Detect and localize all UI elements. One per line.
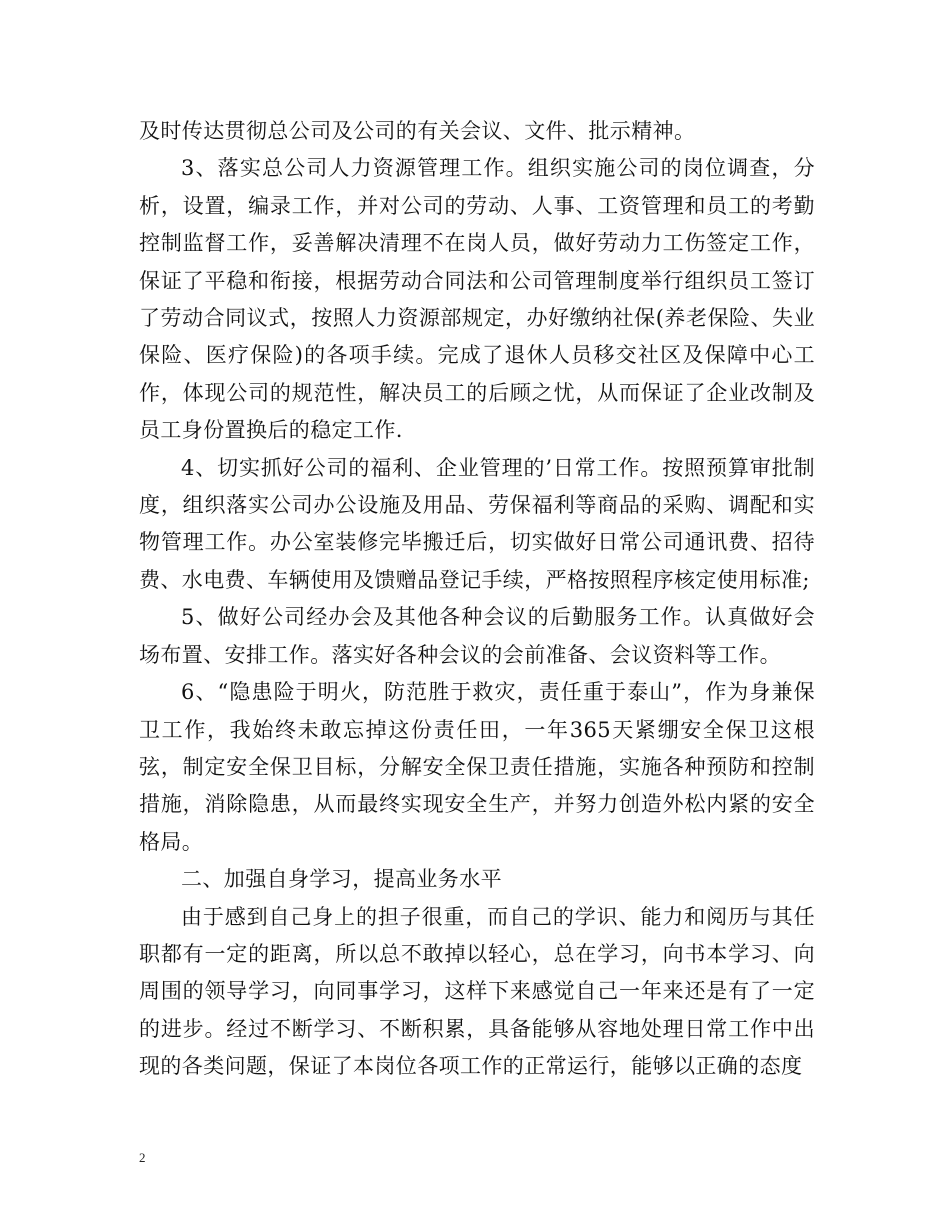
section-heading: 二、加强自身学习，提高业务水平 bbox=[181, 867, 502, 892]
paragraph-item-4: 4、切实抓好公司的福利、企业管理的’日常工作。按照预算审批制度，组织落实公司办公设施及用品、劳保福利等商品的采购、调配和实物管理工作。办公室装修完毕搬迁后，切实做好日常公司通讯费、招待费、水电费、车辆使用及馈赠品登记手续，严格按照程序核定使用标准; bbox=[139, 455, 815, 592]
paragraph-item-3: 3、落实总公司人力资源管理工作。组织实施公司的岗位调查，分析，设置，编录工作，并对公司的劳动、人事、工资管理和员工的考勤控制监督工作，妥善解决清理不在岗人员，做好劳动力工伤签定工作，保证了平稳和衔接，根据劳动合同法和公司管理制度举行组织员工签订了劳动合同议式，按照人力资源部规定，办好缴纳社保(养老保险、失业保险、医疗保险)的各项手续。完成了退休人员移交社区及保障中心工作，体现公司的规范性，解决员工的后顾之忧，从而保证了企业改制及员工身份置换后的稳定工作. bbox=[139, 156, 815, 443]
paragraph-self-study: 由于感到自己身上的担子很重，而自己的学识、能力和阅历与其任职都有一定的距离，所以总不敢掉以轻心，总在学习，向书本学习、向周围的领导学习，向同事学习，这样下来感觉自己一年来还是有了一定的进步。经过不断学习、不断积累，具备能够从容地处理日常工作中出现的各类问题，保证了本岗位各项工作的正常运行，能够以正确的态度 bbox=[139, 904, 815, 1079]
paragraph-continuation: 及时传达贯彻总公司及公司的有关会议、文件、批示精神。 bbox=[139, 119, 696, 143]
paragraph-item-5: 5、做好公司经办会及其他各种会议的后勤服务工作。认真做好会场布置、安排工作。落实好各种会议的会前准备、会议资料等工作。 bbox=[139, 605, 815, 667]
document-body bbox=[139, 113, 815, 1086]
page-number: 2 bbox=[139, 1150, 146, 1165]
paragraph-item-6: 6、“隐患险于明火，防范胜于救灾，责任重于泰山”，作为身兼保卫工作，我始终未敢忘掉这份责任田，一年365天紧绷安全保卫这根弦，制定安全保卫目标，分解安全保卫责任措施，实施各种预防和控制措施，消除隐患，从而最终实现安全生产，并努力创造外松内紧的安全格局。 bbox=[139, 680, 815, 854]
